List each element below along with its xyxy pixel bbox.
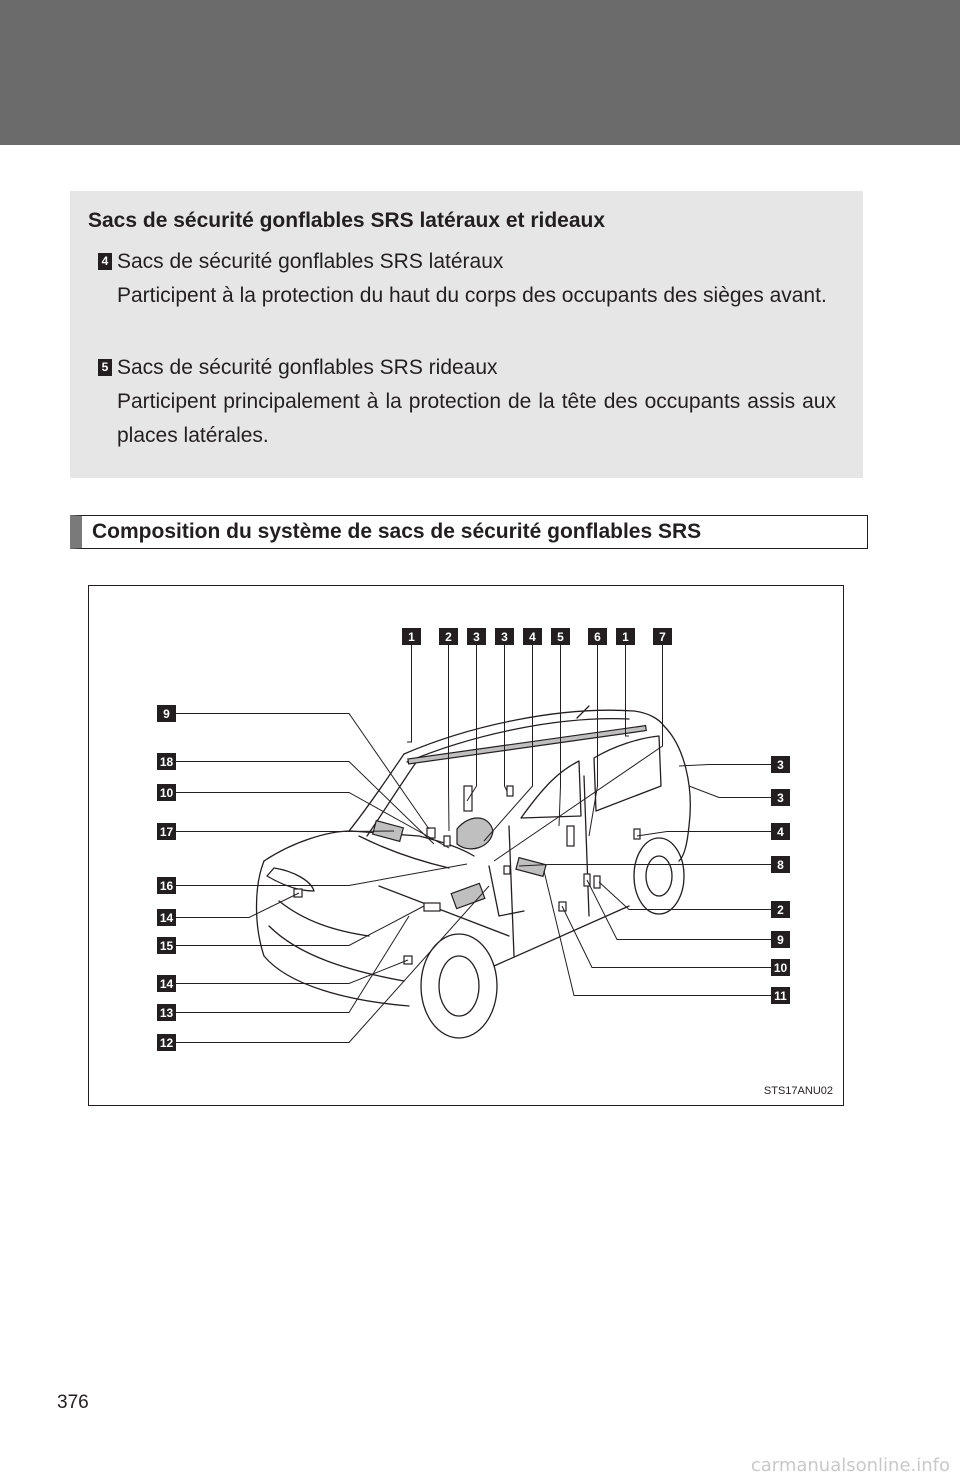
number-badge: 5 [98, 359, 112, 376]
svg-text:4: 4 [777, 825, 784, 839]
front-wheel-hub [439, 956, 479, 1016]
callout-badge-right-0 [771, 756, 790, 773]
car-headlight [267, 868, 314, 891]
leader-right-3 [519, 865, 771, 867]
leader-top-1 [449, 645, 450, 831]
callout-badge-left-0 [157, 705, 176, 722]
callout-badge-left-5 [157, 909, 176, 926]
leader-left-8 [176, 916, 409, 1013]
leader-left-0 [176, 714, 429, 830]
callout-badge-left-3 [157, 823, 176, 840]
leader-right-1 [689, 786, 771, 798]
svg-text:9: 9 [777, 933, 784, 947]
callout-badge-top-3 [495, 628, 514, 645]
callout-badge-left-4 [157, 877, 176, 894]
svg-text:6: 6 [594, 630, 601, 644]
svg-text:11: 11 [774, 989, 787, 1003]
callout-badge-right-4 [771, 901, 790, 918]
car-illustration [89, 586, 845, 1107]
callout-badge-top-0 [402, 628, 421, 645]
svg-text:17: 17 [159, 825, 174, 839]
svg-text:16: 16 [159, 879, 174, 893]
airbag-system-diagram [88, 585, 844, 1106]
leader-top-3 [505, 645, 508, 791]
svg-text:9: 9 [163, 707, 170, 721]
info-item-curtain-airbags [98, 351, 836, 453]
callout-badge-left-7 [157, 975, 176, 992]
watermark: carmanualsonline.info [750, 1455, 950, 1476]
svg-text:8: 8 [777, 858, 784, 872]
curtain-airbag-module [516, 858, 546, 877]
svg-text:5: 5 [557, 630, 564, 644]
console-sensor [504, 866, 510, 874]
leader-right-2 [637, 832, 771, 837]
leader-left-6 [176, 906, 424, 946]
car-grille [279, 901, 369, 936]
callout-badge-top-2 [467, 628, 486, 645]
callout-badge-top-8 [653, 628, 672, 645]
dash-sensor-2 [444, 836, 450, 846]
item-title: Sacs de sécurité gonflables SRS rideaux [117, 356, 498, 379]
callout-badge-left-8 [157, 1004, 176, 1021]
callout-badge-right-5 [771, 931, 790, 948]
leader-top-7 [626, 645, 630, 736]
callout-badge-right-6 [771, 959, 790, 976]
leader-right-6 [562, 906, 771, 968]
leader-right-7 [544, 871, 771, 996]
leader-right-4 [599, 882, 771, 910]
car-bumper [269, 926, 404, 981]
header-bar [0, 0, 960, 145]
car-side-sill [494, 906, 629, 966]
steering-airbag-module [457, 818, 493, 849]
roof-component-2 [507, 786, 513, 796]
svg-text:3: 3 [473, 630, 480, 644]
figure-code: STS17ANU02 [763, 1085, 833, 1097]
car-window-rear [594, 736, 661, 811]
car-door-line [509, 826, 514, 956]
item-title: Sacs de sécurité gonflables SRS latéraux [117, 250, 504, 273]
callout-badge-left-2 [157, 784, 176, 801]
page-number: 376 [57, 1392, 89, 1413]
callout-badge-left-9 [157, 1034, 176, 1051]
svg-text:12: 12 [159, 1036, 174, 1050]
rear-wheel [634, 838, 684, 914]
callout-badge-right-3 [771, 856, 790, 873]
leader-left-2 [176, 793, 449, 849]
svg-text:2: 2 [777, 903, 784, 917]
callout-badge-left-6 [157, 937, 176, 954]
svg-text:3: 3 [501, 630, 508, 644]
leader-top-0 [407, 645, 412, 742]
leader-top-5 [559, 645, 561, 826]
svg-text:4: 4 [529, 630, 536, 644]
car-hood [264, 831, 474, 861]
knee-airbag [424, 903, 440, 911]
callout-badge-top-7 [616, 628, 635, 645]
svg-text:10: 10 [159, 786, 174, 800]
leader-left-4 [176, 864, 467, 886]
svg-text:3: 3 [777, 791, 784, 805]
curtain-rail [408, 726, 646, 764]
rear-wheel-hub [646, 856, 672, 896]
car-floor [379, 886, 509, 936]
number-badge: 4 [98, 253, 112, 270]
svg-text:7: 7 [659, 630, 666, 644]
info-box [70, 191, 863, 478]
callout-badge-top-6 [588, 628, 607, 645]
svg-text:13: 13 [159, 1006, 174, 1020]
section-heading: Composition du système de sacs de sécurité gonflables SRS [70, 515, 868, 549]
leader-right-0 [679, 765, 771, 767]
svg-text:14: 14 [159, 911, 174, 925]
callout-badge-top-5 [551, 628, 570, 645]
info-item-side-airbags [98, 245, 836, 313]
side-sensor [634, 829, 640, 839]
callout-badge-right-1 [771, 789, 790, 806]
bpillar-component [567, 826, 574, 846]
svg-text:1: 1 [622, 630, 629, 644]
item-text: Participent principalement à la protection de la tête des occupants assis aux places latérales. [117, 390, 836, 447]
leader-left-3 [176, 831, 394, 832]
info-box-heading: Sacs de sécurité gonflables SRS latéraux et rideaux [88, 209, 606, 232]
callout-badge-right-7 [771, 987, 790, 1004]
svg-text:18: 18 [159, 755, 174, 769]
leader-left-7 [176, 960, 408, 984]
callout-badge-top-1 [439, 628, 458, 645]
callout-badge-left-1 [157, 753, 176, 770]
svg-text:2: 2 [445, 630, 452, 644]
svg-text:15: 15 [159, 939, 174, 953]
svg-text:3: 3 [777, 758, 784, 772]
svg-text:10: 10 [773, 961, 788, 975]
svg-text:1: 1 [408, 630, 415, 644]
leader-top-2 [467, 645, 477, 801]
leader-left-9 [176, 886, 489, 1043]
callout-badge-right-2 [771, 823, 790, 840]
leader-left-5 [176, 893, 299, 918]
item-text: Participent à la protection du haut du corps des occupants des sièges avant. [117, 284, 827, 307]
callout-badge-top-4 [523, 628, 542, 645]
svg-text:14: 14 [159, 977, 174, 991]
